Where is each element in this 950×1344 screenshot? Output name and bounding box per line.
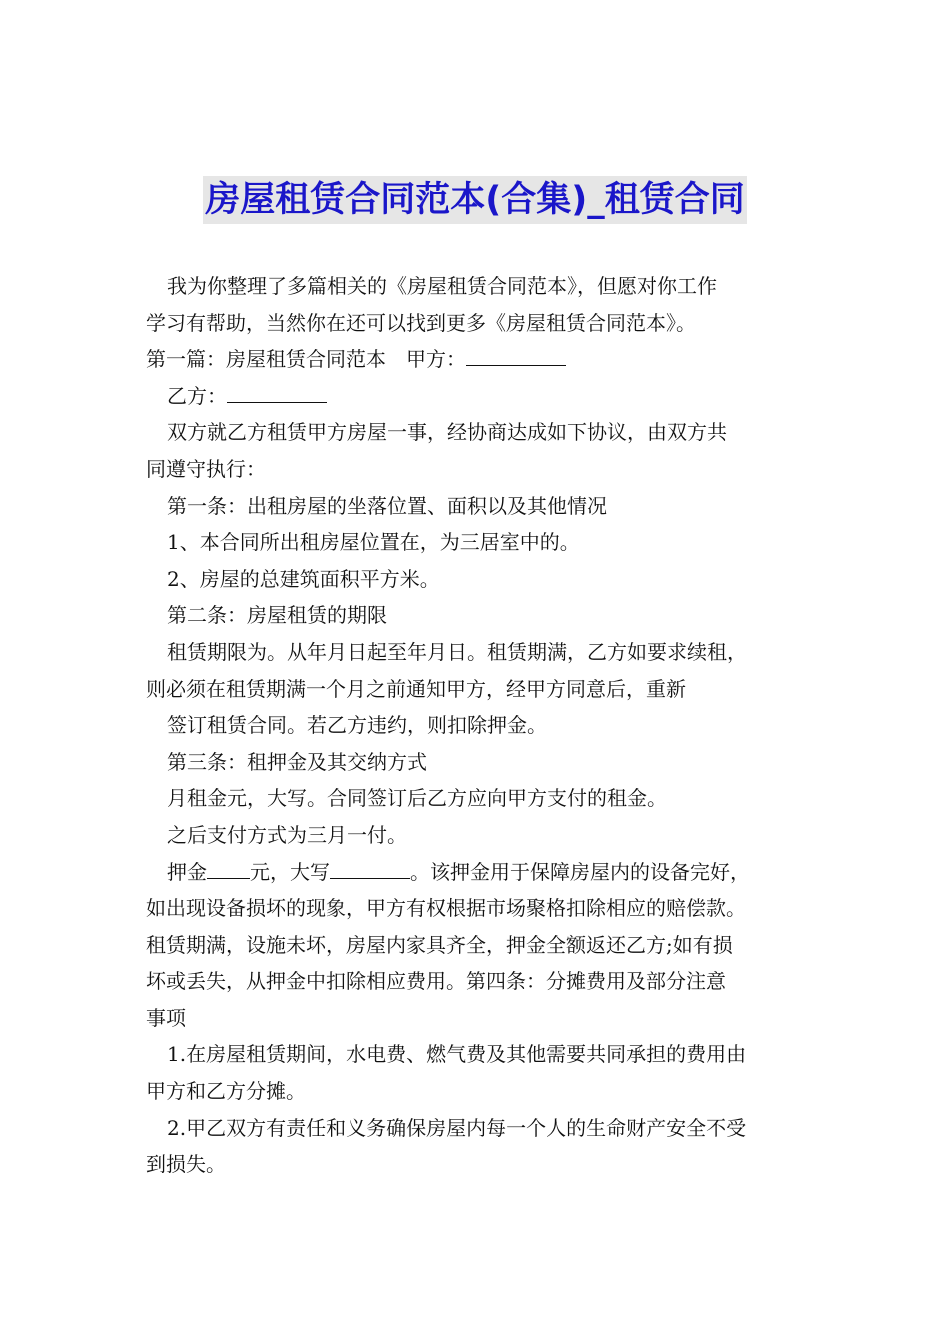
article-text: 租赁期限为。从年月日起至年月日。租赁期满，乙方如要求续租， bbox=[167, 639, 747, 664]
article-text: 签订租赁合同。若乙方违约，则扣除押金。 bbox=[167, 713, 547, 738]
section-heading-text: 第一篇：房屋租赁合同范本 甲方： bbox=[146, 347, 466, 372]
intro-line: 学习有帮助，当然你在还可以找到更多《房屋租赁合同范本》。 bbox=[146, 310, 696, 335]
agreement-line: 同遵守执行： bbox=[146, 456, 266, 481]
article-text: 则必须在租赁期满一个月之前通知甲方，经甲方同意后，重新 bbox=[146, 676, 686, 701]
article-text: 月租金元，大写。合同签订后乙方应向甲方支付的租金。 bbox=[167, 786, 667, 811]
article-heading: 第一条：出租房屋的坐落位置、面积以及其他情况 bbox=[167, 493, 607, 518]
article-text: 坏或丢失，从押金中扣除相应费用。第四条：分摊费用及部分注意 bbox=[146, 969, 726, 994]
deposit-text: 元，大写 bbox=[250, 859, 330, 884]
deposit-amount-blank bbox=[207, 856, 250, 879]
party-b-label: 乙方： bbox=[167, 383, 227, 408]
article-heading: 第三条：租押金及其交纳方式 bbox=[167, 749, 427, 774]
deposit-text: 。该押金用于保障房屋内的设备完好， bbox=[410, 859, 750, 884]
deposit-line bbox=[146, 854, 816, 891]
article-item: 1、本合同所出租房屋位置在，为三居室中的。 bbox=[167, 530, 580, 555]
article-item: 1.在房屋租赁期间，水电费、燃气费及其他需要共同承担的费用由 bbox=[167, 1042, 747, 1067]
article-text: 如出现设备损坏的现象，甲方有权根据市场聚格扣除相应的赔偿款。 bbox=[146, 896, 746, 921]
article-text: 之后支付方式为三月一付。 bbox=[167, 822, 407, 847]
article-item: 到损失。 bbox=[146, 1152, 226, 1177]
article-item: 甲方和乙方分摊。 bbox=[146, 1079, 306, 1104]
article-item: 2.甲乙双方有责任和义务确保房屋内每一个人的生命财产安全不受 bbox=[167, 1115, 747, 1140]
section-heading bbox=[146, 341, 816, 378]
party-b-blank bbox=[227, 380, 327, 403]
article-heading: 第二条：房屋租赁的期限 bbox=[167, 603, 387, 628]
deposit-label: 押金 bbox=[167, 859, 207, 884]
article-item: 2、房屋的总建筑面积平方米。 bbox=[167, 566, 440, 591]
agreement-line: 双方就乙方租赁甲方房屋一事，经协商达成如下协议，由双方共 bbox=[167, 420, 727, 445]
party-a-blank bbox=[466, 343, 566, 366]
intro-line: 我为你整理了多篇相关的《房屋租赁合同范本》，但愿对你工作 bbox=[167, 274, 717, 298]
title-container bbox=[0, 176, 950, 224]
article-text: 事项 bbox=[146, 1005, 186, 1030]
deposit-words-blank bbox=[330, 856, 410, 879]
document-body bbox=[146, 268, 816, 1183]
party-b-line bbox=[146, 378, 816, 415]
document-title: 房屋租赁合同范本(合集)_租赁合同 bbox=[203, 176, 747, 224]
article-text: 租赁期满，设施未坏，房屋内家具齐全，押金全额返还乙方;如有损 bbox=[146, 932, 733, 957]
